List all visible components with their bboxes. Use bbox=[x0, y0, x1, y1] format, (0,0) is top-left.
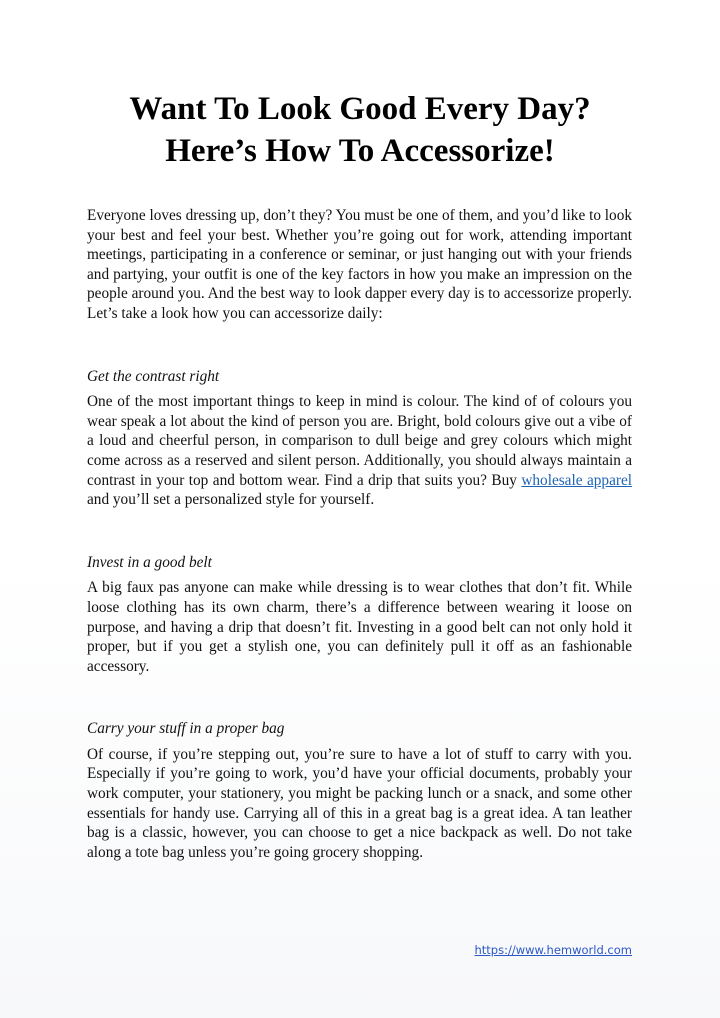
title-line-2: Here’s How To Accessorize! bbox=[165, 133, 555, 169]
section-heading-contrast: Get the contrast right bbox=[87, 367, 220, 385]
section-paragraph-bag: Of course, if you’re stepping out, you’re sure to have a lot of stuff to carry with you. Especially if you’re going to work, you’d have your official documents, probably your work computer, your stationery, you might be packing lunch or a snack, and some other essentials for handy use. Carrying all of this in a great bag is a great idea. A tan leather bag is a classic, however, you can choose to get a nice backpack as well. Do not take along a tote bag unless you’re going grocery shopping. bbox=[87, 745, 632, 861]
page-title bbox=[60, 88, 660, 172]
title-line-1: Want To Look Good Every Day? bbox=[129, 91, 591, 127]
section-heading-belt: Invest in a good belt bbox=[87, 553, 212, 571]
wholesale-apparel-link[interactable]: wholesale apparel bbox=[521, 471, 632, 489]
paragraph-text: One of the most important things to keep in mind is colour. The kind of of colours you wear speak a lot about the kind of person you are. Bright, bold colours give out a vibe of a loud and cheerful person, in comparison to dull beige and grey colours which might come across as a reserved and silent person. Additionally, you should always maintain a contrast in your top and bottom wear. Find a drip that suits you? Buy bbox=[87, 393, 632, 489]
intro-paragraph: Everyone loves dressing up, don’t they? You must be one of them, and you’d like to look your best and feel your best. Whether you’re going out for work, attending important meetings, participating in a conference or seminar, or just hanging out with your friends and partying, your outfit is one of the key factors in how you make an impression on the people around you. And the best way to look dapper every day is to accessorize properly. Let’s take a look how you can accessorize daily: bbox=[87, 207, 632, 322]
section-heading-bag: Carry your stuff in a proper bag bbox=[87, 720, 285, 738]
article-body bbox=[87, 206, 632, 862]
paragraph-text: and you’ll set a personalized style for yourself. bbox=[87, 491, 375, 509]
section-paragraph-belt: A big faux pas anyone can make while dressing is to wear clothes that don’t fit. While loose clothing has its own charm, there’s a difference between wearing it loose on purpose, and having a drip that doesn’t fit. Investing in a good belt can not only hold it proper, but if you get a stylish one, you can definitely pull it off as an fashionable accessory. bbox=[87, 579, 632, 675]
footer-website-link[interactable]: https://www.hemworld.com bbox=[474, 943, 632, 957]
section-paragraph-contrast bbox=[87, 392, 632, 510]
